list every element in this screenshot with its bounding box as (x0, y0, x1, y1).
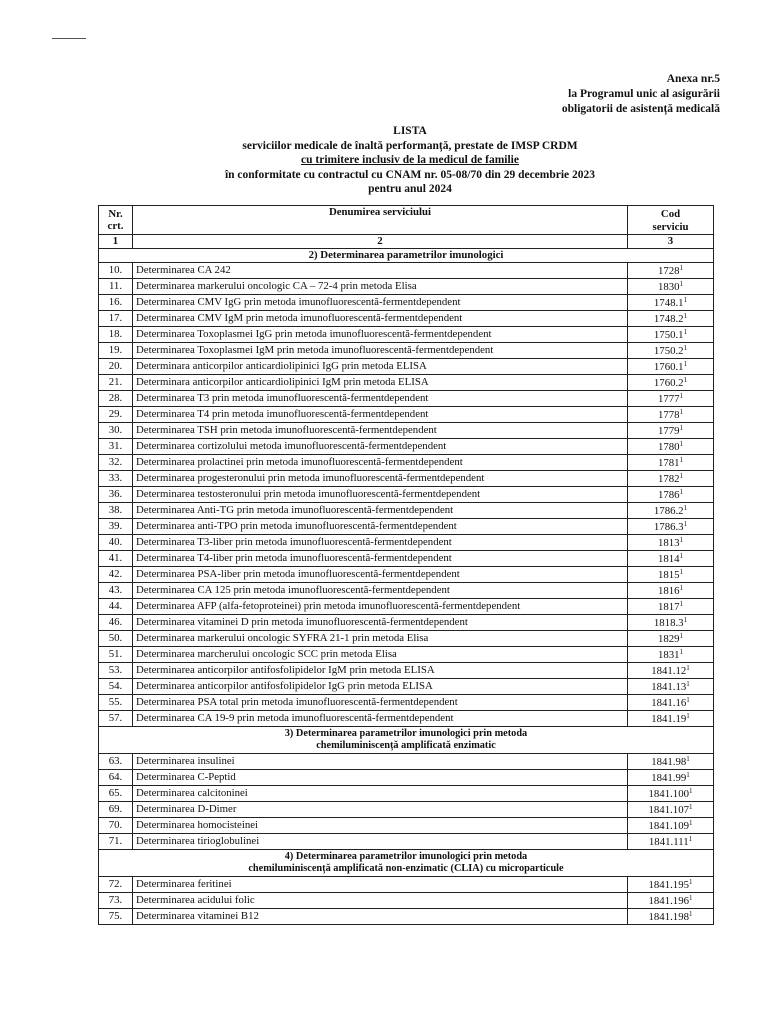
row-number: 28. (99, 391, 133, 407)
service-code-cell (628, 818, 714, 834)
footnote-mark: 1 (679, 440, 684, 448)
table-row (99, 375, 714, 391)
service-code: 1748.2 (653, 313, 684, 325)
service-name: Determinarea feritinei (133, 877, 628, 893)
service-code-cell (628, 551, 714, 567)
footnote-mark: 1 (683, 520, 688, 528)
row-number: 36. (99, 487, 133, 503)
service-code: 1841.19 (651, 713, 687, 725)
table-row (99, 551, 714, 567)
service-code: 1777 (657, 393, 680, 405)
service-code-cell (628, 423, 714, 439)
row-number: 30. (99, 423, 133, 439)
service-code: 1786.2 (653, 505, 684, 517)
row-number: 69. (99, 802, 133, 818)
table-row (99, 770, 714, 786)
row-number: 71. (99, 834, 133, 850)
service-name: Determinarea prolactinei prin metoda imunofluorescentă-fermentdependent (133, 455, 628, 471)
footnote-mark: 1 (689, 819, 693, 827)
service-code-cell (628, 455, 714, 471)
service-code: 1778 (657, 409, 680, 421)
service-name: Determinarea homocisteinei (133, 818, 628, 834)
row-number: 43. (99, 583, 133, 599)
services-table-body (99, 249, 714, 925)
section-header-row (99, 850, 714, 877)
table-row (99, 343, 714, 359)
row-number: 38. (99, 503, 133, 519)
section-title (99, 850, 714, 877)
table-row (99, 503, 714, 519)
service-code-cell (628, 327, 714, 343)
footnote-mark: 1 (689, 910, 693, 918)
table-row (99, 786, 714, 802)
table-row (99, 647, 714, 663)
service-code-cell (628, 583, 714, 599)
table-row (99, 834, 714, 850)
footnote-mark: 1 (686, 696, 690, 704)
service-name: Determinarea AFP (alfa-fetoproteinei) prin metoda imunofluorescentă-fermentdependent (133, 599, 628, 615)
title-referral: cu trimitere inclusiv de la medicul de familie (301, 154, 519, 166)
service-name: Determinarea C-Peptid (133, 770, 628, 786)
service-code-cell (628, 471, 714, 487)
section-header-row (99, 249, 714, 263)
service-name: Determinarea testosteronului prin metoda imunofluorescentă-fermentdependent (133, 487, 628, 503)
service-code: 1841.111 (648, 836, 689, 848)
footnote-mark: 1 (683, 360, 688, 368)
row-number: 19. (99, 343, 133, 359)
footnote-mark: 1 (679, 536, 684, 544)
table-row (99, 893, 714, 909)
table-row (99, 909, 714, 925)
service-code: 1841.98 (651, 756, 687, 768)
row-number: 75. (99, 909, 133, 925)
service-code-cell (628, 754, 714, 770)
service-code: 1841.100 (648, 788, 689, 800)
service-code-cell (628, 893, 714, 909)
header-nr-crt: Nr. crt. (99, 206, 133, 235)
service-code-cell (628, 834, 714, 850)
section-header-row (99, 727, 714, 754)
table-row (99, 679, 714, 695)
row-number: 70. (99, 818, 133, 834)
table-row (99, 567, 714, 583)
service-name: Determinarea anticorpilor antifosfolipidelor IgM prin metoda ELISA (133, 663, 628, 679)
service-name: Determinarea markerului oncologic SYFRA 21-1 prin metoda Elisa (133, 631, 628, 647)
service-code-cell (628, 343, 714, 359)
service-name: Determinarea acidului folic (133, 893, 628, 909)
footnote-mark: 1 (679, 632, 684, 640)
table-row (99, 802, 714, 818)
service-name: Determinarea Toxoplasmei IgG prin metoda imunofluorescentă-fermentdependent (133, 327, 628, 343)
footnote-mark: 1 (679, 472, 684, 480)
service-name: Determinara anticorpilor anticardiolipinici IgM prin metoda ELISA (133, 375, 628, 391)
service-code: 1841.13 (651, 681, 687, 693)
service-code: 1748.1 (653, 297, 684, 309)
service-code-cell (628, 770, 714, 786)
annex-program: la Programul unic al asigurării (568, 88, 720, 100)
services-table (98, 205, 714, 925)
service-name: Determinarea insulinei (133, 754, 628, 770)
service-name: Determinarea anticorpilor antifosfolipidelor IgG prin metoda ELISA (133, 679, 628, 695)
footnote-mark: 1 (689, 878, 693, 886)
header-service-name: Denumirea serviciului (133, 206, 628, 235)
column-number-2: 2 (133, 235, 628, 249)
section-title-line: chemiluminiscență amplificată non-enzimatic (CLIA) cu microparticule (248, 863, 564, 874)
footnote-mark: 1 (679, 584, 684, 592)
service-code-cell (628, 647, 714, 663)
table-row (99, 423, 714, 439)
service-code: 1817 (657, 601, 680, 613)
table-row (99, 295, 714, 311)
row-number: 64. (99, 770, 133, 786)
table-row (99, 391, 714, 407)
table-row (99, 455, 714, 471)
service-code: 1841.12 (651, 665, 687, 677)
row-number: 41. (99, 551, 133, 567)
table-row (99, 359, 714, 375)
service-code-cell (628, 487, 714, 503)
footnote-mark: 1 (686, 664, 690, 672)
service-code: 1760.1 (653, 361, 684, 373)
footnote-mark: 1 (679, 600, 684, 608)
service-name: Determinarea T4 prin metoda imunofluorescentă-fermentdependent (133, 407, 628, 423)
table-row (99, 695, 714, 711)
service-code-cell (628, 786, 714, 802)
footnote-mark: 1 (679, 392, 684, 400)
service-code-cell (628, 567, 714, 583)
footnote-mark: 1 (679, 648, 684, 656)
row-number: 53. (99, 663, 133, 679)
row-number: 39. (99, 519, 133, 535)
row-number: 21. (99, 375, 133, 391)
service-code-cell (628, 679, 714, 695)
service-code: 1841.107 (648, 804, 689, 816)
footnote-mark: 1 (679, 280, 684, 288)
service-name: Determinarea T4-liber prin metoda imunofluorescentă-fermentdependent (133, 551, 628, 567)
table-row (99, 263, 714, 279)
row-number: 20. (99, 359, 133, 375)
service-code: 1815 (657, 569, 680, 581)
service-code: 1831 (657, 649, 680, 661)
footnote-mark: 1 (686, 712, 690, 720)
footnote-mark: 1 (683, 504, 688, 512)
service-code: 1750.1 (653, 329, 684, 341)
table-row (99, 711, 714, 727)
service-code-cell (628, 519, 714, 535)
footnote-mark: 1 (679, 552, 684, 560)
service-code-cell (628, 615, 714, 631)
table-row (99, 583, 714, 599)
service-code: 1786 (657, 489, 680, 501)
row-number: 55. (99, 695, 133, 711)
footnote-mark: 1 (689, 787, 693, 795)
footnote-mark: 1 (686, 771, 690, 779)
table-row (99, 599, 714, 615)
table-row (99, 439, 714, 455)
service-code-cell (628, 439, 714, 455)
service-code-cell (628, 359, 714, 375)
service-name: Determinarea markerului oncologic CA – 72-4 prin metoda Elisa (133, 279, 628, 295)
row-number: 54. (99, 679, 133, 695)
service-code: 1841.196 (648, 895, 689, 907)
service-code: 1818.3 (653, 617, 684, 629)
table-row (99, 615, 714, 631)
annex-number: Anexa nr.5 (666, 73, 720, 85)
row-number: 40. (99, 535, 133, 551)
row-number: 16. (99, 295, 133, 311)
table-row (99, 663, 714, 679)
service-code: 1728 (657, 265, 680, 277)
row-number: 73. (99, 893, 133, 909)
row-number: 29. (99, 407, 133, 423)
table-row (99, 311, 714, 327)
service-code-cell (628, 877, 714, 893)
column-number-1: 1 (99, 235, 133, 249)
service-code: 1841.195 (648, 879, 689, 891)
service-code-cell (628, 503, 714, 519)
service-code: 1841.99 (651, 772, 687, 784)
table-row (99, 754, 714, 770)
footnote-mark: 1 (689, 894, 693, 902)
scan-artifact-mark (52, 38, 86, 39)
footnote-mark: 1 (683, 296, 688, 304)
footnote-mark: 1 (679, 424, 684, 432)
service-code-cell (628, 279, 714, 295)
service-name: Determinarea Anti-TG prin metoda imunofluorescentă-fermentdependent (133, 503, 628, 519)
service-name: Determinarea CA 242 (133, 263, 628, 279)
table-row (99, 519, 714, 535)
title-lista: LISTA (393, 125, 427, 137)
service-name: Determinarea tirioglobulinei (133, 834, 628, 850)
footnote-mark: 1 (679, 264, 684, 272)
footnote-mark: 1 (683, 344, 688, 352)
service-name: Determinarea anti-TPO prin metoda imunofluorescentă-fermentdependent (133, 519, 628, 535)
row-number: 65. (99, 786, 133, 802)
header-service-code: Cod serviciu (628, 206, 714, 235)
footnote-mark: 1 (688, 835, 693, 843)
table-row (99, 535, 714, 551)
row-number: 46. (99, 615, 133, 631)
section-title (99, 727, 714, 754)
service-code-cell (628, 295, 714, 311)
service-name: Determinarea cortizolului metoda imunofluorescentă-fermentdependent (133, 439, 628, 455)
service-code: 1782 (657, 473, 680, 485)
annex-insurance: obligatorii de asistență medicală (561, 103, 720, 115)
row-number: 10. (99, 263, 133, 279)
service-code: 1780 (657, 441, 680, 453)
service-code-cell (628, 711, 714, 727)
footnote-mark: 1 (679, 488, 684, 496)
row-number: 17. (99, 311, 133, 327)
title-contract: în conformitate cu contractul cu CNAM nr. 05-08/70 din 29 decembrie 2023 (224, 168, 596, 181)
document-title (160, 124, 660, 197)
column-number-3: 3 (628, 235, 714, 249)
service-code: 1786.3 (653, 521, 684, 533)
footnote-mark: 1 (683, 328, 688, 336)
service-code: 1841.198 (648, 911, 689, 923)
table-row (99, 327, 714, 343)
service-code-cell (628, 631, 714, 647)
service-code: 1830 (657, 281, 680, 293)
service-name: Determinarea CA 125 prin metoda imunofluorescentă-fermentdependent (133, 583, 628, 599)
row-number: 42. (99, 567, 133, 583)
footnote-mark: 1 (679, 568, 684, 576)
service-name: Determinarea T3-liber prin metoda imunofluorescentă-fermentdependent (133, 535, 628, 551)
service-name: Determinarea PSA-liber prin metoda imunofluorescentă-fermentdependent (133, 567, 628, 583)
service-name: Determinarea vitaminei D prin metoda imunofluorescentă-fermentdependent (133, 615, 628, 631)
section-title-line: 3) Determinarea parametrilor imunologici prin metoda (284, 728, 528, 739)
table-row (99, 279, 714, 295)
row-number: 57. (99, 711, 133, 727)
service-name: Determinarea CMV IgG prin metoda imunofluorescentă-fermentdependent (133, 295, 628, 311)
service-name: Determinarea CMV IgM prin metoda imunofluorescentă-fermentdependent (133, 311, 628, 327)
section-title-line: chemiluminiscență amplificată enzimatic (316, 740, 496, 751)
footnote-mark: 1 (686, 755, 690, 763)
service-code: 1750.2 (653, 345, 684, 357)
footnote-mark: 1 (683, 376, 688, 384)
service-code-cell (628, 407, 714, 423)
service-name: Determinarea TSH prin metoda imunofluorescentă-fermentdependent (133, 423, 628, 439)
service-name: Determinarea CA 19-9 prin metoda imunofluorescentă-fermentdependent (133, 711, 628, 727)
row-number: 51. (99, 647, 133, 663)
row-number: 63. (99, 754, 133, 770)
title-services: serviciilor medicale de înaltă performanță, prestate de IMSP CRDM (242, 139, 578, 152)
service-code: 1829 (657, 633, 680, 645)
service-code: 1760.2 (653, 377, 684, 389)
service-code: 1814 (657, 553, 680, 565)
annex-header (562, 72, 720, 117)
service-code: 1816 (657, 585, 680, 597)
section-title: 2) Determinarea parametrilor imunologici (99, 249, 714, 263)
service-code: 1781 (657, 457, 680, 469)
service-code-cell (628, 391, 714, 407)
footnote-mark: 1 (686, 680, 690, 688)
service-name: Determinarea vitaminei B12 (133, 909, 628, 925)
row-number: 33. (99, 471, 133, 487)
row-number: 11. (99, 279, 133, 295)
row-number: 31. (99, 439, 133, 455)
table-row (99, 818, 714, 834)
footnote-mark: 1 (679, 456, 684, 464)
service-name: Determinarea Toxoplasmei IgM prin metoda imunofluorescentă-fermentdependent (133, 343, 628, 359)
footnote-mark: 1 (679, 408, 684, 416)
service-name: Determinarea D-Dimer (133, 802, 628, 818)
footnote-mark: 1 (683, 312, 688, 320)
footnote-mark: 1 (689, 803, 693, 811)
table-row (99, 877, 714, 893)
service-code-cell (628, 535, 714, 551)
row-number: 32. (99, 455, 133, 471)
service-name: Determinarea PSA total prin metoda imunofluorescentă-fermentdependent (133, 695, 628, 711)
service-name: Determinarea progesteronului prin metoda imunofluorescentă-fermentdependent (133, 471, 628, 487)
service-name: Determinarea T3 prin metoda imunofluorescentă-fermentdependent (133, 391, 628, 407)
service-name: Determinarea calcitoninei (133, 786, 628, 802)
service-code: 1841.109 (648, 820, 689, 832)
table-row (99, 407, 714, 423)
table-row (99, 487, 714, 503)
service-code-cell (628, 909, 714, 925)
service-name: Determinara anticorpilor anticardiolipinici IgG prin metoda ELISA (133, 359, 628, 375)
service-code: 1779 (657, 425, 680, 437)
service-name: Determinarea marcherului oncologic SCC prin metoda Elisa (133, 647, 628, 663)
service-code-cell (628, 663, 714, 679)
service-code-cell (628, 599, 714, 615)
service-code-cell (628, 375, 714, 391)
row-number: 44. (99, 599, 133, 615)
table-row (99, 631, 714, 647)
service-code: 1813 (657, 537, 680, 549)
service-code-cell (628, 263, 714, 279)
service-code-cell (628, 311, 714, 327)
row-number: 18. (99, 327, 133, 343)
row-number: 72. (99, 877, 133, 893)
table-row (99, 471, 714, 487)
section-title-line: 4) Determinarea parametrilor imunologici prin metoda (284, 851, 528, 862)
title-year: pentru anul 2024 (368, 183, 452, 195)
service-code-cell (628, 695, 714, 711)
footnote-mark: 1 (683, 616, 688, 624)
service-code: 1841.16 (651, 697, 687, 709)
service-code-cell (628, 802, 714, 818)
row-number: 50. (99, 631, 133, 647)
